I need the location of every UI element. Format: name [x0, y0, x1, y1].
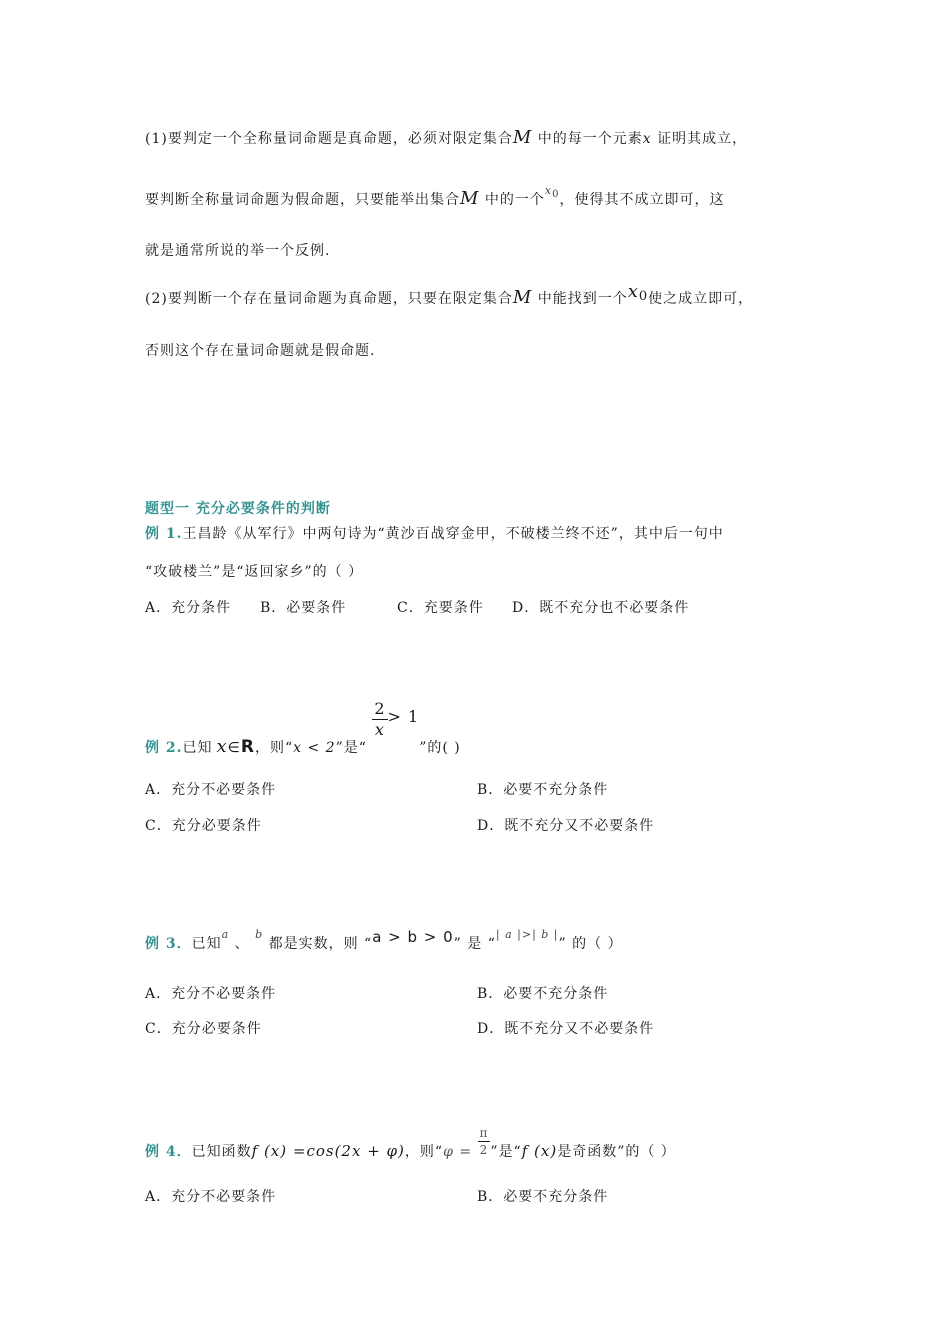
ex3-option-c: C．充分必要条件	[145, 1021, 262, 1037]
math-function: f (x) =cos(2x + φ)	[251, 1141, 405, 1160]
intro-text: 中能找到一个	[532, 291, 628, 307]
fraction-pi-over-2	[478, 1127, 491, 1156]
math-M: M	[460, 188, 480, 209]
example-3-line	[145, 928, 623, 953]
question-text: ” 是 “	[453, 936, 496, 952]
intro-line-5	[145, 340, 375, 360]
fraction-numerator: π	[479, 1126, 489, 1140]
intro-text: 否则这个存在量词命题就是假命题.	[145, 343, 376, 359]
math-x0	[544, 184, 560, 200]
example-4-line	[145, 1127, 676, 1167]
math-x: x	[216, 735, 228, 757]
intro-text: (2)要判断一个存在量词命题为真命题，只要在限定集合	[145, 291, 513, 307]
question-text: 已知函数	[191, 1143, 252, 1160]
intro-line-4	[145, 281, 754, 310]
intro-text: 中的一个	[479, 192, 545, 208]
question-text: 是奇函数”的（ ）	[557, 1143, 676, 1160]
question-text: “攻破楼兰”是“返回家乡”的（ ）	[145, 564, 364, 580]
question-text: ，则“	[254, 739, 294, 756]
section-title: 题型一 充分必要条件的判断	[145, 501, 331, 517]
example-label: 例 4．	[145, 1143, 192, 1160]
question-text: ，则“	[404, 1143, 444, 1160]
question-text: 已知	[191, 936, 222, 952]
ex3-option-b: B．必要不充分条件	[477, 986, 609, 1002]
ex4-option-b: B．必要不充分条件	[477, 1189, 609, 1205]
intro-text: 使之成立即可，	[648, 291, 754, 307]
ex1-option-a: A．充分条件	[145, 600, 232, 616]
fraction-2-over-x	[372, 701, 387, 738]
example-label: 例 3．	[145, 936, 192, 952]
intro-text: 要判断全称量词命题为假命题，只要能举出集合	[145, 192, 460, 208]
math-x: x	[642, 131, 652, 147]
math-function: f (x)	[521, 1141, 558, 1160]
ex1-option-c: C．充要条件	[397, 600, 484, 616]
example-label: 例 2.	[145, 739, 183, 756]
math-R: R	[240, 736, 255, 757]
fraction-bar	[478, 1141, 491, 1142]
math-a: a	[221, 928, 230, 941]
ex4-option-a: A．充分不必要条件	[145, 1189, 277, 1205]
math-condition: > 1	[387, 706, 420, 726]
math-phi: φ =	[443, 1143, 473, 1160]
fraction-denominator: x	[374, 720, 385, 739]
math-condition: a > b > 0	[372, 928, 454, 946]
intro-text: (1)要判定一个全称量词命题是真命题，必须对限定集合	[145, 131, 513, 147]
fraction-denominator: 2	[479, 1143, 489, 1157]
fraction-numerator: 2	[374, 699, 386, 718]
ex2-option-a: A．充分不必要条件	[145, 782, 277, 798]
intro-text: 就是通常所说的举一个反例.	[145, 243, 331, 259]
math-element-of: ∈	[227, 739, 241, 756]
math-b: b	[255, 928, 264, 941]
intro-line-2	[145, 184, 725, 210]
ex1-option-d: D．既不充分也不必要条件	[512, 600, 690, 616]
math-subscript: 0	[638, 289, 649, 304]
math-x0	[628, 281, 648, 302]
intro-text: 中的每一个元素	[532, 131, 643, 147]
math-condition: x < 2	[293, 739, 336, 756]
ex2-option-b: B．必要不充分条件	[477, 782, 609, 798]
math-x: x	[627, 281, 639, 302]
math-condition: | a |>| b |	[495, 928, 559, 941]
ex3-option-d: D．既不充分又不必要条件	[477, 1021, 655, 1037]
intro-line-1	[145, 127, 747, 148]
intro-text: ，使得其不成立即可，这	[559, 192, 725, 208]
math-subscript: 0	[552, 189, 560, 200]
intro-line-3	[145, 240, 330, 260]
question-text: ” 的（ ）	[558, 936, 623, 952]
math-M: M	[512, 127, 533, 148]
example-1-line-1	[145, 523, 724, 543]
ex1-option-b: B．必要条件	[260, 600, 347, 616]
example-label: 例 1.	[145, 526, 183, 542]
question-text: ”是“	[335, 739, 367, 756]
question-text: ”是“	[490, 1143, 522, 1160]
ex2-option-c: C．充分必要条件	[145, 818, 262, 834]
ex2-option-d: D．既不充分又不必要条件	[477, 818, 655, 834]
math-M: M	[512, 287, 533, 308]
question-text: 、	[229, 936, 256, 952]
question-text: ”的( )	[419, 739, 461, 756]
math-x: x	[544, 184, 553, 197]
example-1-line-2	[145, 561, 363, 581]
ex3-option-a: A．充分不必要条件	[145, 986, 277, 1002]
question-text: 都是实数，则 “	[263, 936, 373, 952]
question-text: 王昌龄《从军行》中两句诗为“黄沙百战穿金甲，不破楼兰终不还”，其中后一句中	[182, 526, 724, 542]
question-text: 已知	[182, 739, 213, 756]
intro-text: 证明其成立，	[651, 131, 748, 147]
example-2-line	[145, 699, 461, 757]
